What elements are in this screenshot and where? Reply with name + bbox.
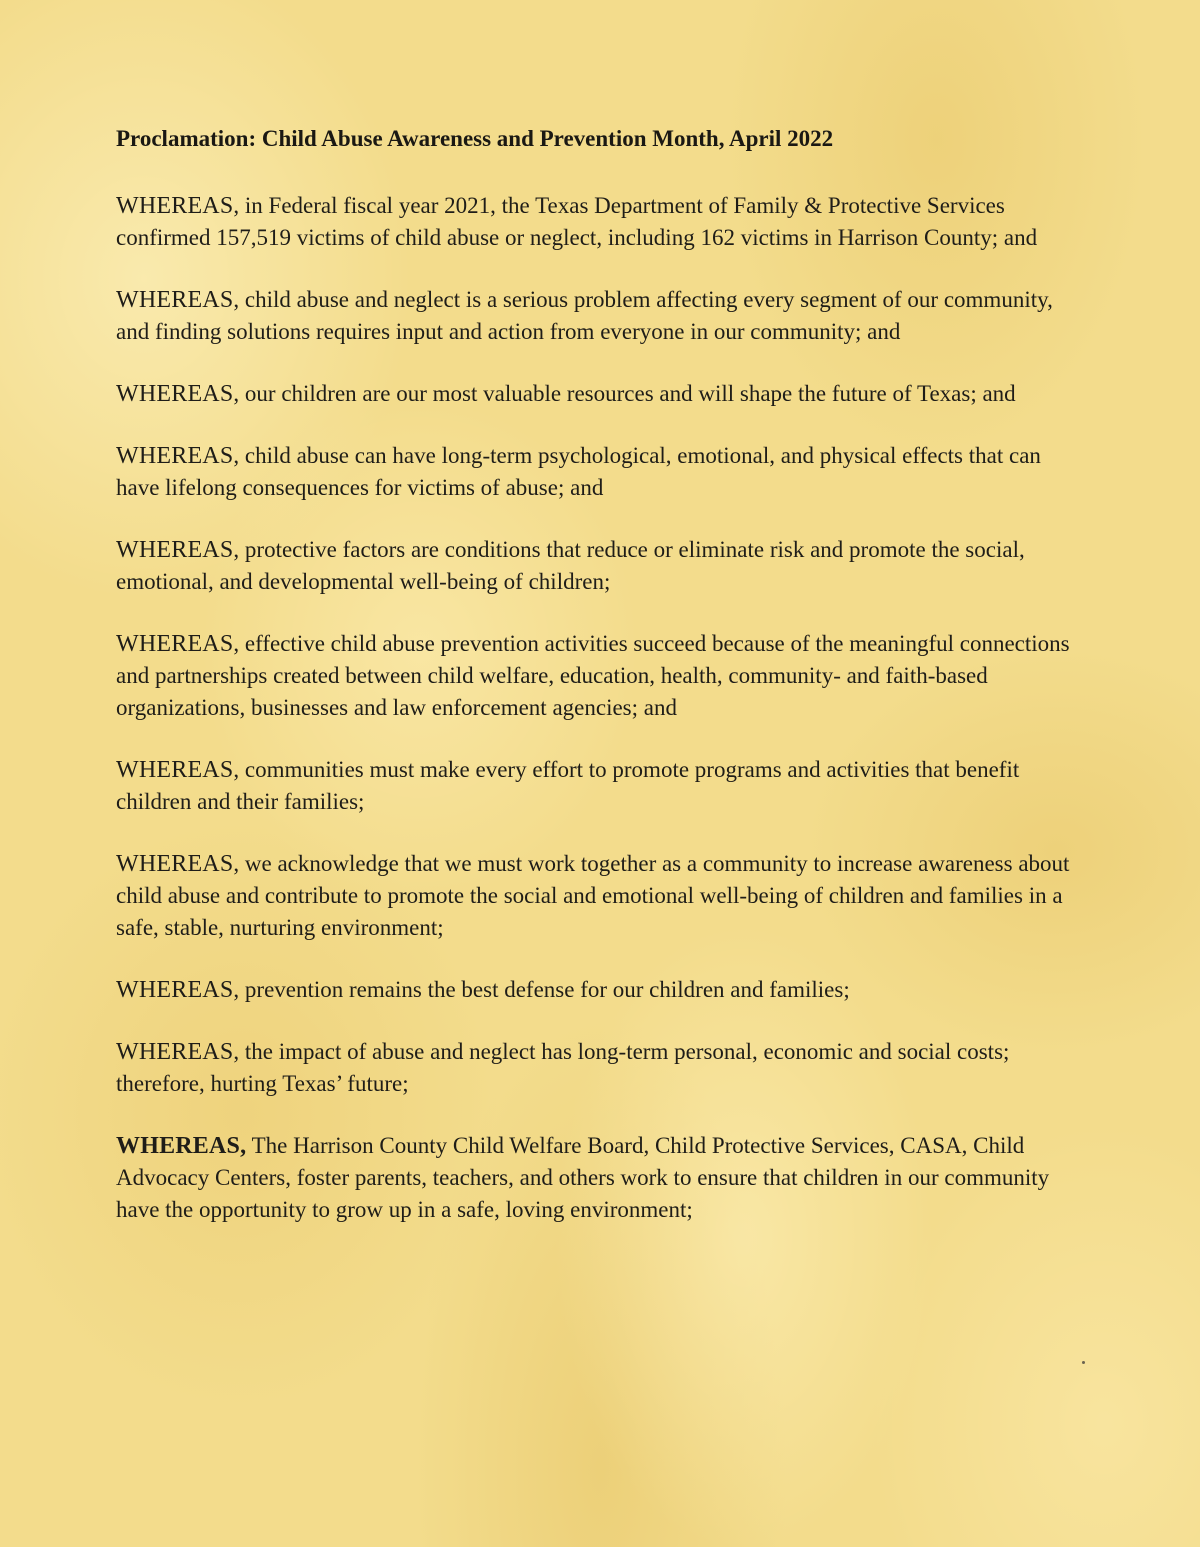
clause-text: , we acknowledge that we must work together as a community to increase awareness about child abuse and contribute to promote the social and emotional well-being of children and families in a safe, stable, nurturing environment; (116, 851, 1070, 940)
whereas-keyword: WHEREAS (116, 977, 234, 1003)
clause-text: , child abuse can have long-term psychological, emotional, and physical effects that can have lifelong consequences for victims of abuse; and (116, 443, 1041, 500)
clause-text: , prevention remains the best defense for our children and families; (233, 977, 850, 1002)
whereas-clause (116, 190, 1090, 254)
whereas-clause (116, 1130, 1090, 1226)
whereas-keyword: WHEREAS (116, 757, 234, 783)
whereas-clause (116, 628, 1090, 724)
whereas-keyword: WHEREAS (116, 443, 234, 469)
whereas-clause (116, 284, 1090, 348)
clause-text: , effective child abuse prevention activities succeed because of the meaningful connections and partnerships created between child welfare, education, health, community- and faith-based organizations, businesses and law enforcement agencies; and (116, 631, 1070, 720)
whereas-keyword: WHEREAS (116, 1039, 234, 1065)
paper-speck (1082, 1361, 1085, 1364)
proclamation-title: Proclamation: Child Abuse Awareness and Prevention Month, April 2022 (116, 126, 834, 151)
whereas-clause (116, 534, 1090, 598)
clause-text: , the impact of abuse and neglect has long-term personal, economic and social costs; therefore, hurting Texas’ future; (116, 1039, 1010, 1096)
whereas-keyword: WHEREAS (116, 537, 234, 563)
clause-text: , our children are our most valuable resources and will shape the future of Texas; and (233, 381, 1016, 406)
clause-text: , protective factors are conditions that reduce or eliminate risk and promote the social, emotional, and developmental well-being of children; (116, 537, 1025, 594)
whereas-clause (116, 1036, 1090, 1100)
whereas-keyword: WHEREAS (116, 631, 234, 657)
clause-text: , communities must make every effort to promote programs and activities that benefit children and their families; (116, 757, 1020, 814)
clause-text: , child abuse and neglect is a serious problem affecting every segment of our community, and finding solutions requires input and action from everyone in our community; and (116, 287, 1053, 344)
clause-text: , in Federal fiscal year 2021, the Texas Department of Family & Protective Services confirmed 157,519 victims of child abuse or neglect, including 162 victims in Harrison County; and (116, 193, 1038, 250)
whereas-clause (116, 848, 1090, 944)
whereas-clause (116, 378, 1090, 410)
whereas-clause (116, 974, 1090, 1006)
whereas-clause (116, 440, 1090, 504)
whereas-clause (116, 754, 1090, 818)
whereas-keyword: WHEREAS, (116, 1133, 247, 1159)
clause-text: The Harrison County Child Welfare Board, Child Protective Services, CASA, Child Advocacy Centers, foster parents, teachers, and others work to ensure that children in our community have the opportunity to grow up in a safe, loving environment; (116, 1133, 1050, 1222)
whereas-keyword: WHEREAS (116, 381, 234, 407)
whereas-keyword: WHEREAS (116, 193, 234, 219)
whereas-keyword: WHEREAS (116, 287, 234, 313)
whereas-keyword: WHEREAS (116, 851, 234, 877)
